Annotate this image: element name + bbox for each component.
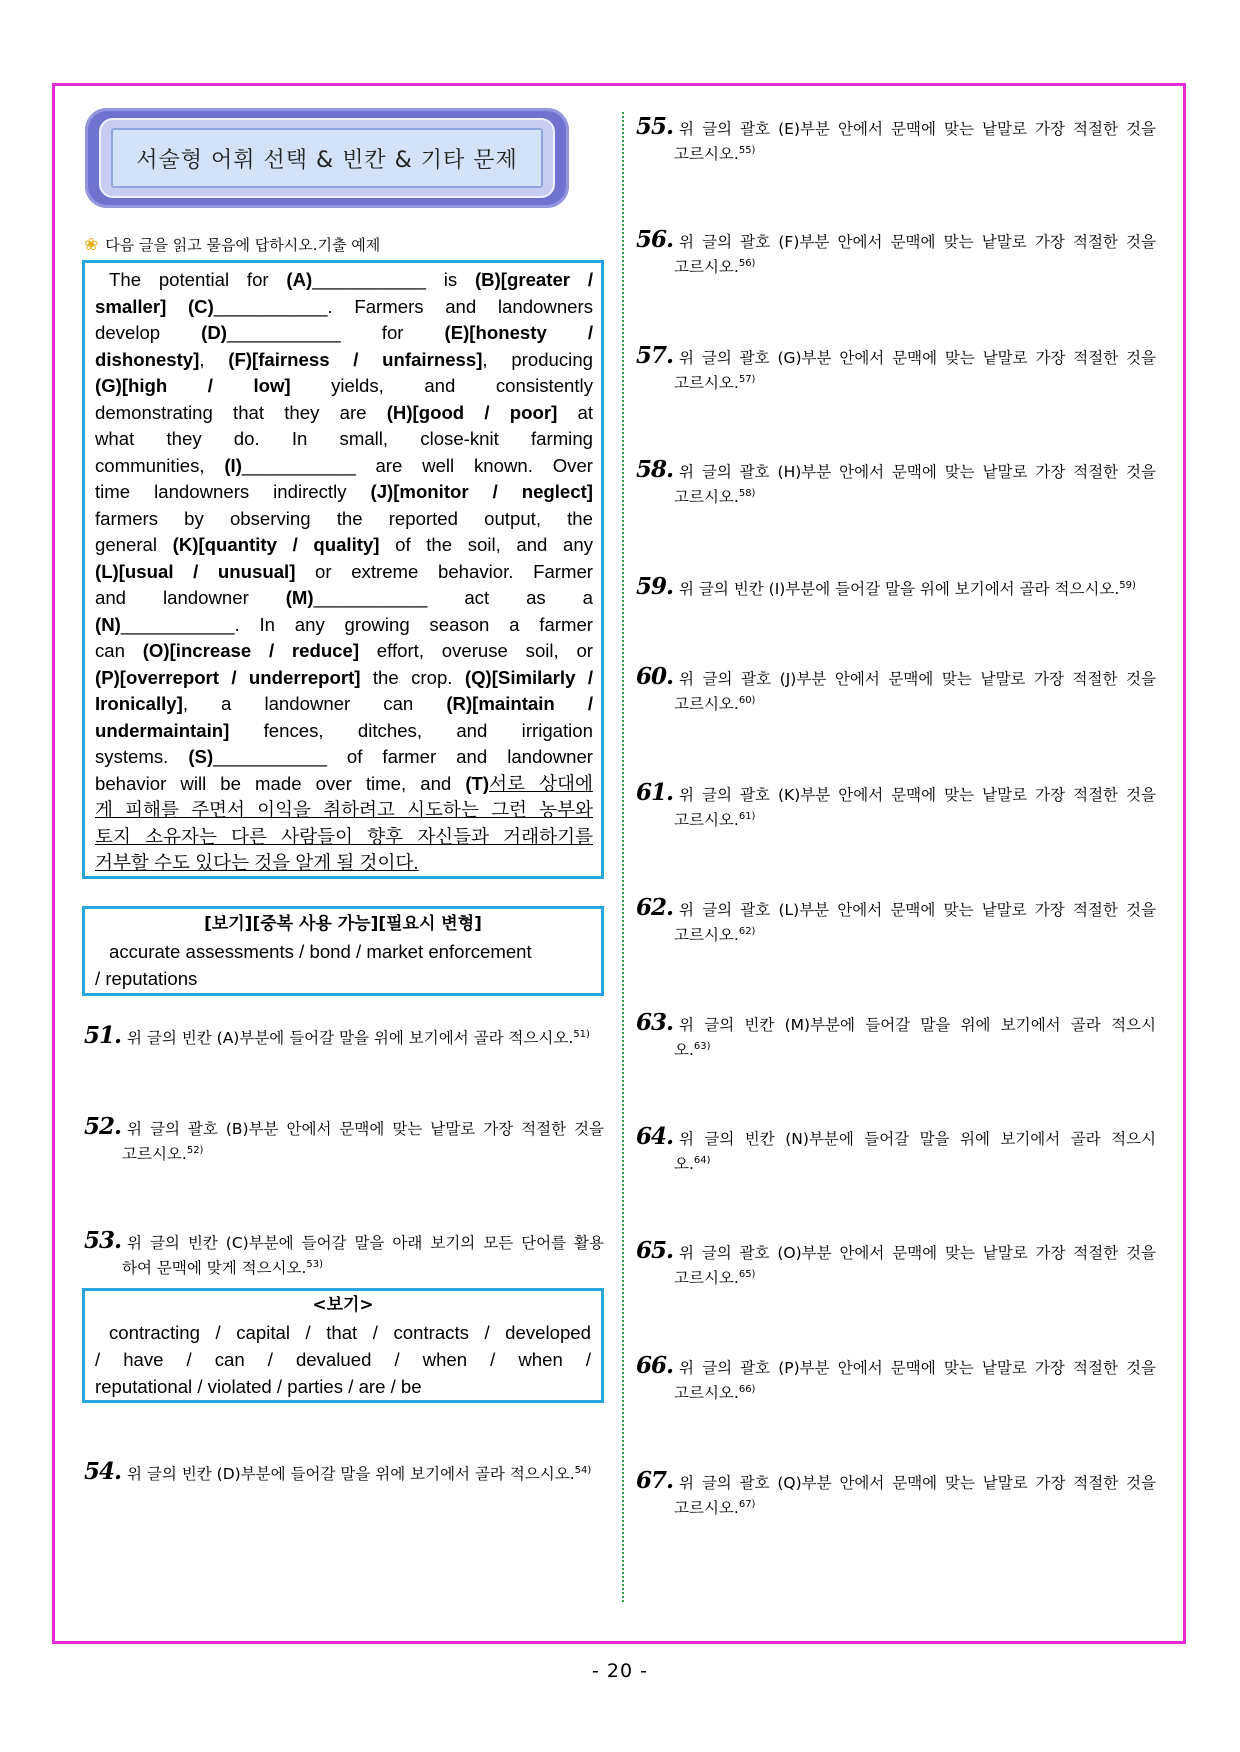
word-arrangement-box: [82, 1288, 604, 1403]
question-54: 54. 위 글의 빈칸 (D)부분에 들어갈 말을 위에 보기에서 골라 적으시오.$^{54)}$: [84, 1458, 592, 1486]
word-bank-header: [보기][중복 사용 가능][필요시 변형]: [204, 914, 482, 934]
section-title: 서술형 어휘 선택 & 빈칸 & 기타 문제: [111, 128, 543, 188]
question-53: 53. 위 글의 빈칸 (C)부분에 들어갈 말을 아래 보기의 모든 단어를 활용 하여 문맥에 맞게 적으시오.$^{53)}$: [84, 1227, 604, 1278]
question-61: 61. 위 글의 괄호 (K)부분 안에서 문맥에 맞는 낱말로 가장 적절한 것을 고르시오.$^{61)}$: [636, 779, 1156, 830]
instruction-text: 다음 글을 읽고 물음에 답하시오.기출 예제: [105, 236, 381, 254]
flower-icon: ❀: [84, 234, 99, 255]
question-60: 60. 위 글의 괄호 (J)부분 안에서 문맥에 맞는 낱말로 가장 적절한 것을 고르시오.$^{60)}$: [636, 663, 1156, 714]
question-65: 65. 위 글의 괄호 (O)부분 안에서 문맥에 맞는 낱말로 가장 적절한 것을 고르시오.$^{65)}$: [636, 1237, 1156, 1288]
word-bank-line: / reputations: [95, 968, 198, 989]
reading-passage: The potential for (A)___________ is (B)[greater / smaller] (C)___________. Farmers and landowners develop (D)___________ for (E)[honesty / dishonesty], (F)[fairness / unfairness], producing (G)[high / low] yields, and consistently demonstrating that they are (H)[good / poor] at what they do. In small, close-knit farming communities, (I)___________ are well known. Over time landowners indirectly (J)[monitor / neglect] farmers by observing the reported output, the general (K)[quantity / quality] of the soil, and any (L)[usual / unusual] or extreme behavior. Farmer and landowner (M)___________ act as a (N)___________. In any growing season a farmer can (O)[increase / reduce] effort, overuse soil, or (P)[overreport / underreport] the crop. (Q)[Similarly / Ironically], a landowner can (R)[maintain / undermaintain] fences, ditches, and irrigation systems. (S)___________ of farmer and landowner behavior will be made over time, and (T)서로 상대에 게 피해를 주면서 이익을 취하려고 시도하는 그런 농부와 토지 소유자는 다른 사람들이 향후 자신들과 거래하기를 거부할 수도 있다는 것을 알게 될 것이다.: [82, 260, 604, 879]
page-number: - 20 -: [592, 1660, 648, 1682]
word-arrangement-line: reputational / violated / parties / are / be: [95, 1376, 422, 1397]
question-52: 52. 위 글의 괄호 (B)부분 안에서 문맥에 맞는 낱말로 가장 적절한 것을 고르시오.$^{52)}$: [84, 1113, 604, 1164]
instruction: [84, 234, 380, 255]
question-56: 56. 위 글의 괄호 (F)부분 안에서 문맥에 맞는 낱말로 가장 적절한 것을 고르시오.$^{56)}$: [636, 226, 1156, 277]
question-55: 55. 위 글의 괄호 (E)부분 안에서 문맥에 맞는 낱말로 가장 적절한 것을 고르시오.$^{55)}$: [636, 113, 1156, 164]
question-63: 63. 위 글의 빈칸 (M)부분에 들어갈 말을 위에 보기에서 골라 적으시 오.$^{63)}$: [636, 1009, 1156, 1060]
word-bank-line: accurate assessments / bond / market enforcement: [109, 941, 532, 962]
question-62: 62. 위 글의 괄호 (L)부분 안에서 문맥에 맞는 낱말로 가장 적절한 것을 고르시오.$^{62)}$: [636, 894, 1156, 945]
word-bank-box: [82, 906, 604, 996]
section-title-banner: [85, 108, 569, 208]
question-59: 59. 위 글의 빈칸 (I)부분에 들어갈 말을 위에 보기에서 골라 적으시오.$^{59)}$: [636, 573, 1136, 601]
word-arrangement-line: / have / can / devalued / when / when /: [95, 1349, 591, 1370]
question-66: 66. 위 글의 괄호 (P)부분 안에서 문맥에 맞는 낱말로 가장 적절한 것을 고르시오.$^{66)}$: [636, 1352, 1156, 1403]
word-arrangement-header: <보기>: [312, 1295, 374, 1315]
word-arrangement-line: contracting / capital / that / contracts / developed: [109, 1322, 591, 1343]
question-51: 51. 위 글의 빈칸 (A)부분에 들어갈 말을 위에 보기에서 골라 적으시오.$^{51)}$: [84, 1022, 590, 1050]
question-57: 57. 위 글의 괄호 (G)부분 안에서 문맥에 맞는 낱말로 가장 적절한 것을 고르시오.$^{57)}$: [636, 342, 1156, 393]
question-64: 64. 위 글의 빈칸 (N)부분에 들어갈 말을 위에 보기에서 골라 적으시 오.$^{64)}$: [636, 1123, 1156, 1174]
question-58: 58. 위 글의 괄호 (H)부분 안에서 문맥에 맞는 낱말로 가장 적절한 것을 고르시오.$^{58)}$: [636, 456, 1156, 507]
question-67: 67. 위 글의 괄호 (Q)부분 안에서 문맥에 맞는 낱말로 가장 적절한 것을 고르시오.$^{67)}$: [636, 1467, 1156, 1518]
column-divider: [622, 112, 624, 1602]
